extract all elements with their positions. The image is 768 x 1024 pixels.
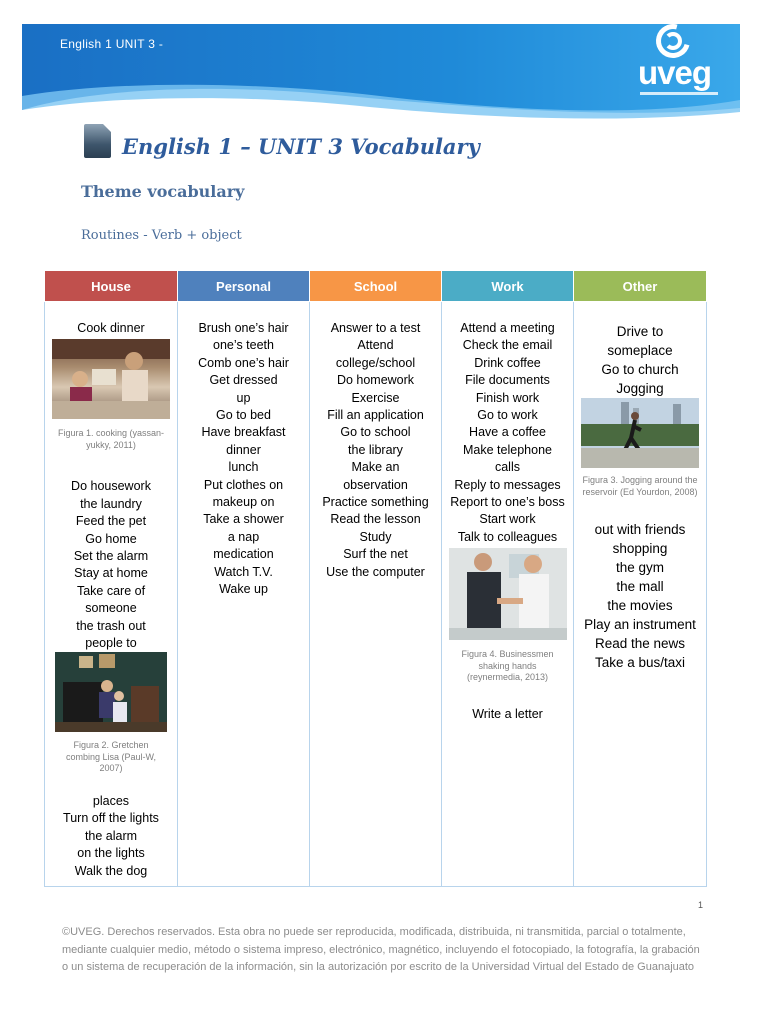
- list-item: calls: [494, 460, 520, 475]
- figure-businessmen-image: [449, 548, 567, 640]
- list-item: the laundry: [80, 496, 142, 511]
- list-item: Exercise: [351, 390, 400, 405]
- list-item: observation: [343, 477, 408, 492]
- list-item: Fill an application: [327, 408, 424, 423]
- list-item: Do homework: [336, 373, 415, 388]
- list-item: the movies: [607, 598, 673, 613]
- column-house: [45, 302, 178, 887]
- list-item: Check the email: [462, 338, 553, 353]
- list-item: out with friends: [594, 522, 686, 537]
- list-item: someplace: [607, 343, 673, 358]
- list-item: Drink coffee: [474, 355, 541, 370]
- list-item: Walk the dog: [74, 863, 148, 878]
- figure-4-caption: Figura 4. Businessmen shaking hands (reynermedia, 2013): [461, 649, 554, 683]
- list-item: Go to bed: [216, 408, 271, 423]
- logo-tagline-graphic: [640, 92, 718, 95]
- list-item: Feed the pet: [75, 514, 147, 529]
- list-item: Stay at home: [74, 566, 148, 581]
- list-item: Study: [359, 529, 392, 544]
- column-header-other: Other: [574, 271, 707, 302]
- other-list-b: [574, 498, 706, 672]
- list-item: Take a bus/taxi: [594, 655, 686, 670]
- list-item: Set the alarm: [73, 549, 149, 564]
- page-number: 1: [698, 900, 704, 910]
- list-item: Finish work: [475, 390, 540, 405]
- list-item: Take a shower: [203, 512, 284, 527]
- column-header-personal: Personal: [178, 271, 310, 302]
- list-item: Play an instrument: [584, 617, 696, 632]
- subsection-heading: Routines - Verb + object: [81, 228, 242, 243]
- list-item: the gym: [615, 560, 665, 575]
- house-list-b: [45, 451, 177, 652]
- list-item: makeup on: [212, 495, 275, 510]
- list-item: dinner: [226, 442, 261, 457]
- list-item: Read the news: [594, 636, 686, 651]
- list-item: Make an: [351, 460, 400, 475]
- other-list-a: [574, 302, 706, 398]
- list-item: Attend a meeting: [460, 321, 555, 335]
- list-item: people to: [85, 636, 137, 651]
- list-item: Read the lesson: [330, 512, 421, 527]
- list-item: Write a letter: [472, 706, 543, 721]
- list-item: shopping: [612, 541, 668, 556]
- column-header-school: School: [310, 271, 442, 302]
- list-item: Wake up: [219, 582, 268, 597]
- vocabulary-table: [44, 270, 707, 887]
- list-item: college/school: [335, 355, 416, 370]
- figure-jogging-image: [581, 398, 699, 468]
- figure-1-caption: Figura 1. cooking (yassan-yukky, 2011): [57, 428, 165, 450]
- section-heading: Theme vocabulary: [81, 182, 245, 201]
- column-header-house: House: [45, 271, 178, 302]
- list-item: Use the computer: [326, 564, 425, 579]
- list-item: Surf the net: [343, 547, 408, 562]
- figure-gretchen-image: [55, 652, 167, 732]
- list-item: Talk to colleagues: [457, 529, 558, 544]
- column-other: [574, 302, 707, 887]
- list-item: Jogging: [616, 381, 664, 396]
- copyright-footer: ©UVEG. Derechos reservados. Esta obra no puede ser reproducida, modificada, distribuida, ni transmitida, parcial o totalmente, mediante cualquier medio, método o sistema impreso, electrónico, magnético, incluyendo el fotocopiado, la fotografía, la grabación o un sistema de recuperación de la información, sin la autorización por escrito de la Universidad Virtual del Estado de Guanajuato: [62, 926, 700, 973]
- list-item: medication: [213, 547, 274, 562]
- figure-cooking-image: [52, 339, 170, 419]
- list-item: one’s teeth: [213, 338, 274, 353]
- list-item: Start work: [479, 512, 536, 527]
- work-list-a: [442, 302, 573, 546]
- header-breadcrumb: English 1 UNIT 3 -: [60, 37, 164, 51]
- column-personal: [178, 302, 310, 887]
- list-item: the trash out: [76, 618, 146, 633]
- column-header-work: Work: [442, 271, 574, 302]
- list-item: Do housework: [71, 479, 151, 494]
- personal-list: [178, 302, 309, 599]
- list-item: Get dressed: [209, 373, 278, 388]
- list-item: Reply to messages: [454, 477, 561, 492]
- logo-text: uveg: [638, 54, 712, 91]
- list-item: Have a coffee: [469, 425, 546, 440]
- list-item: Cook dinner: [77, 321, 145, 335]
- list-item: the alarm: [84, 828, 138, 843]
- list-item: Make telephone: [463, 442, 552, 457]
- list-item: File documents: [465, 373, 550, 388]
- list-item: Have breakfast: [201, 425, 286, 440]
- list-item: Go to work: [477, 408, 538, 423]
- list-item: Put clothes on: [203, 477, 284, 492]
- list-item: the library: [348, 442, 403, 457]
- list-item: on the lights: [77, 846, 145, 861]
- list-item: Turn off the lights: [63, 811, 159, 826]
- uveg-logo: [628, 22, 728, 102]
- column-work: [442, 302, 574, 887]
- list-item: Report to one’s boss: [450, 495, 565, 510]
- list-item: Practice something: [322, 495, 429, 510]
- list-item: lunch: [228, 460, 259, 475]
- list-item: up: [236, 390, 251, 405]
- list-item: Brush one’s hair: [198, 321, 289, 335]
- logo-swirl-inner-icon: [664, 32, 682, 50]
- list-item: Go to church: [601, 362, 679, 377]
- document-icon: [84, 124, 111, 158]
- list-item: someone: [85, 601, 137, 616]
- school-list: [310, 302, 441, 581]
- list-item: Answer to a test: [330, 321, 421, 335]
- list-item: places: [92, 793, 130, 808]
- column-school: [310, 302, 442, 887]
- list-item: Watch T.V.: [214, 564, 273, 579]
- list-item: the mall: [616, 579, 664, 594]
- work-list-b: [442, 684, 573, 723]
- list-item: Attend: [357, 338, 394, 353]
- house-list-a: [45, 302, 177, 337]
- list-item: Go to school: [340, 425, 411, 440]
- list-item: a nap: [227, 529, 260, 544]
- list-item: Drive to: [616, 324, 664, 339]
- list-item: Comb one’s hair: [198, 355, 289, 370]
- list-item: Take care of: [76, 583, 146, 598]
- list-item: Go home: [85, 531, 137, 546]
- house-list-c: [45, 775, 177, 880]
- figure-3-caption: Figura 3. Jogging around the reservoir (Ed Yourdon, 2008): [582, 475, 698, 497]
- page-title: English 1 – UNIT 3 Vocabulary: [122, 134, 480, 159]
- figure-2-caption: Figura 2. Gretchen combing Lisa (Paul-W, 2007): [65, 740, 157, 774]
